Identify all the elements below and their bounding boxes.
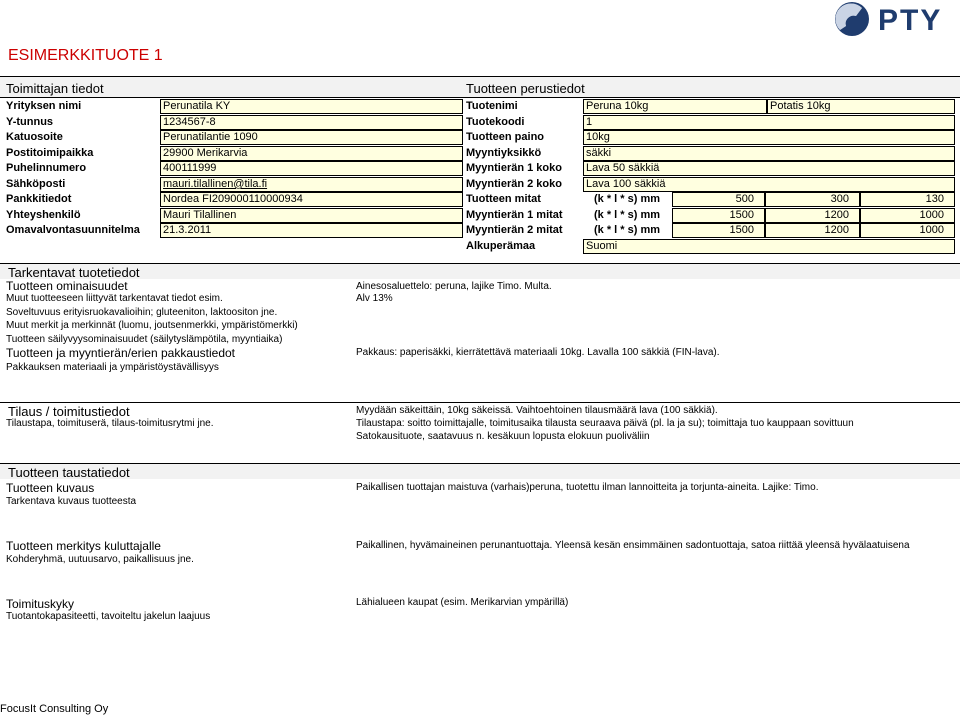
props-value-1: Ainesosaluettelo: peruna, lajike Timo. Multa. xyxy=(356,281,552,292)
bank-label: Pankkitiedot xyxy=(6,193,72,205)
dims-s-field[interactable]: 130 xyxy=(860,192,955,207)
pack-value: Pakkaus: paperisäkki, kierrätettävä materiaali 10kg. Lavalla 100 säkkiä (FIN-lava). xyxy=(356,347,720,358)
phone-field[interactable]: 400111999 xyxy=(160,161,463,176)
order-heading: Tilaus / toimitustiedot xyxy=(8,404,130,419)
b1dims-k-field[interactable]: 1500 xyxy=(672,208,765,223)
batch2-label: Myyntierän 2 koko xyxy=(466,178,562,190)
postal-label: Postitoimipaikka xyxy=(6,147,94,159)
capacity-sub: Tuotantokapasiteetti, tavoiteltu jakelun laajuus xyxy=(6,611,211,622)
phone-label: Puhelinnumero xyxy=(6,162,87,174)
product-code-label: Tuotekoodi xyxy=(466,116,525,128)
email-field[interactable] xyxy=(160,177,463,192)
capacity-value: Lähialueen kaupat (esim. Merikarvian ympärillä) xyxy=(356,597,569,608)
order-sub: Tilaustapa, toimituserä, tilaus-toimitusrytmi jne. xyxy=(6,418,214,429)
details-heading: Tarkentavat tuotetiedot xyxy=(8,265,140,280)
supplier-header: Toimittajan tiedot xyxy=(6,81,104,96)
plan-label: Omavalvontasuunnitelma xyxy=(6,224,140,236)
b2dims-s-field[interactable]: 1000 xyxy=(860,223,955,238)
meaning-value: Paikallinen, hyvämaineinen perunantuottaja. Yleensä kesän ensimmäinen sadontuottaja, satoa riittää yleensä hyvälaatuisena xyxy=(356,540,910,551)
props-value-2: Alv 13% xyxy=(356,293,393,304)
b2dims-k-field[interactable]: 1500 xyxy=(672,223,765,238)
dims-k-field[interactable]: 500 xyxy=(672,192,765,207)
product-code-field[interactable]: 1 xyxy=(583,115,955,130)
product-header: Tuotteen perustiedot xyxy=(466,81,585,96)
props-line-3: Muut merkit ja merkinnät (luomu, joutsenmerkki, ympäristömerkki) xyxy=(6,320,298,331)
b1dims-unit: (k * l * s) mm xyxy=(594,209,661,221)
company-label: Yrityksen nimi xyxy=(6,100,82,112)
capacity-heading: Toimituskyky xyxy=(6,597,75,611)
pty-logo xyxy=(826,0,960,40)
b2dims-label: Myyntierän 2 mitat xyxy=(466,224,563,236)
batch1-field[interactable]: Lava 50 säkkiä xyxy=(583,161,955,176)
email-link[interactable]: mauri.tilallinen@tila.fi xyxy=(163,178,268,190)
props-heading: Tuotteen ominaisuudet xyxy=(6,279,128,293)
ytunnus-label: Y-tunnus xyxy=(6,116,54,128)
b2dims-unit: (k * l * s) mm xyxy=(594,224,661,236)
batch2-field[interactable]: Lava 100 säkkiä xyxy=(583,177,955,192)
contact-field[interactable]: Mauri Tilallinen xyxy=(160,208,463,223)
origin-label: Alkuperämaa xyxy=(466,240,536,252)
ytunnus-field[interactable]: 1234567-8 xyxy=(160,115,463,130)
product-name-label: Tuotenimi xyxy=(466,100,518,112)
weight-label: Tuotteen paino xyxy=(466,131,545,143)
batch1-label: Myyntierän 1 koko xyxy=(466,162,562,174)
page-title: ESIMERKKITUOTE 1 xyxy=(8,47,163,64)
order-value-3: Satokausituote, saatavuus n. kesäkuun lopusta elokuun puoliväliin xyxy=(356,431,650,442)
unit-label: Myyntiyksikkö xyxy=(466,147,542,159)
meaning-heading: Tuotteen merkitys kuluttajalle xyxy=(6,539,161,553)
origin-field[interactable]: Suomi xyxy=(583,239,955,254)
address-field[interactable]: Perunatilantie 1090 xyxy=(160,130,463,145)
logo-text: PTY xyxy=(878,4,943,37)
b2dims-l-field[interactable]: 1200 xyxy=(765,223,860,238)
unit-field[interactable]: säkki xyxy=(583,146,955,161)
desc-heading: Tuotteen kuvaus xyxy=(6,481,95,495)
plan-field[interactable]: 21.3.2011 xyxy=(160,223,463,238)
dims-unit: (k * l * s) mm xyxy=(594,193,661,205)
address-label: Katuosoite xyxy=(6,131,63,143)
product-name-field[interactable]: Peruna 10kg xyxy=(583,99,767,114)
b1dims-l-field[interactable]: 1200 xyxy=(765,208,860,223)
b1dims-s-field[interactable]: 1000 xyxy=(860,208,955,223)
desc-sub: Tarkentava kuvaus tuotteesta xyxy=(6,496,137,507)
bank-field[interactable]: Nordea FI209000110000934 xyxy=(160,192,463,207)
dims-label: Tuotteen mitat xyxy=(466,193,541,205)
desc-value: Paikallisen tuottajan maistuva (varhais)peruna, tuotettu ilman lannoitteita ja torjunta-aineita. Lajike: Timo. xyxy=(356,482,819,493)
postal-field[interactable]: 29900 Merikarvia xyxy=(160,146,463,161)
header-band xyxy=(0,76,960,98)
pack-heading: Tuotteen ja myyntierän/erien pakkaustiedot xyxy=(6,346,236,360)
background-band xyxy=(0,463,960,479)
weight-field[interactable]: 10kg xyxy=(583,130,955,145)
background-heading: Tuotteen taustatiedot xyxy=(8,465,130,480)
dims-l-field[interactable]: 300 xyxy=(765,192,860,207)
props-line-2: Soveltuvuus erityisruokavalioihin; gluteeniton, laktoositon jne. xyxy=(6,307,278,318)
product-name-alt-field[interactable]: Potatis 10kg xyxy=(767,99,955,114)
contact-label: Yhteyshenkilö xyxy=(6,209,81,221)
props-line-1: Muut tuotteeseen liittyvät tarkentavat tiedot esim. xyxy=(6,293,223,304)
props-line-4: Tuotteen säilyvyysominaisuudet (säilytyslämpötila, myyntiaika) xyxy=(6,334,283,345)
order-value-1: Myydään säkeittäin, 10kg säkeissä. Vaihtoehtoinen tilausmäärä lava (100 säkkiä). xyxy=(356,405,718,416)
email-label: Sähköposti xyxy=(6,178,66,190)
b1dims-label: Myyntierän 1 mitat xyxy=(466,209,563,221)
pack-sub: Pakkauksen materiaali ja ympäristöystävällisyys xyxy=(6,362,219,373)
meaning-sub: Kohderyhmä, uutuusarvo, paikallisuus jne. xyxy=(6,554,194,565)
footer-text: FocusIt Consulting Oy xyxy=(0,703,109,715)
order-value-2: Tilaustapa: soitto toimittajalle, toimitusaika tilausta seuraava päivä (pl. la ja su); toimittaja tuo kauppaan sovittuun xyxy=(356,418,854,429)
details-band xyxy=(0,263,960,279)
company-field[interactable]: Perunatila KY xyxy=(160,99,463,114)
